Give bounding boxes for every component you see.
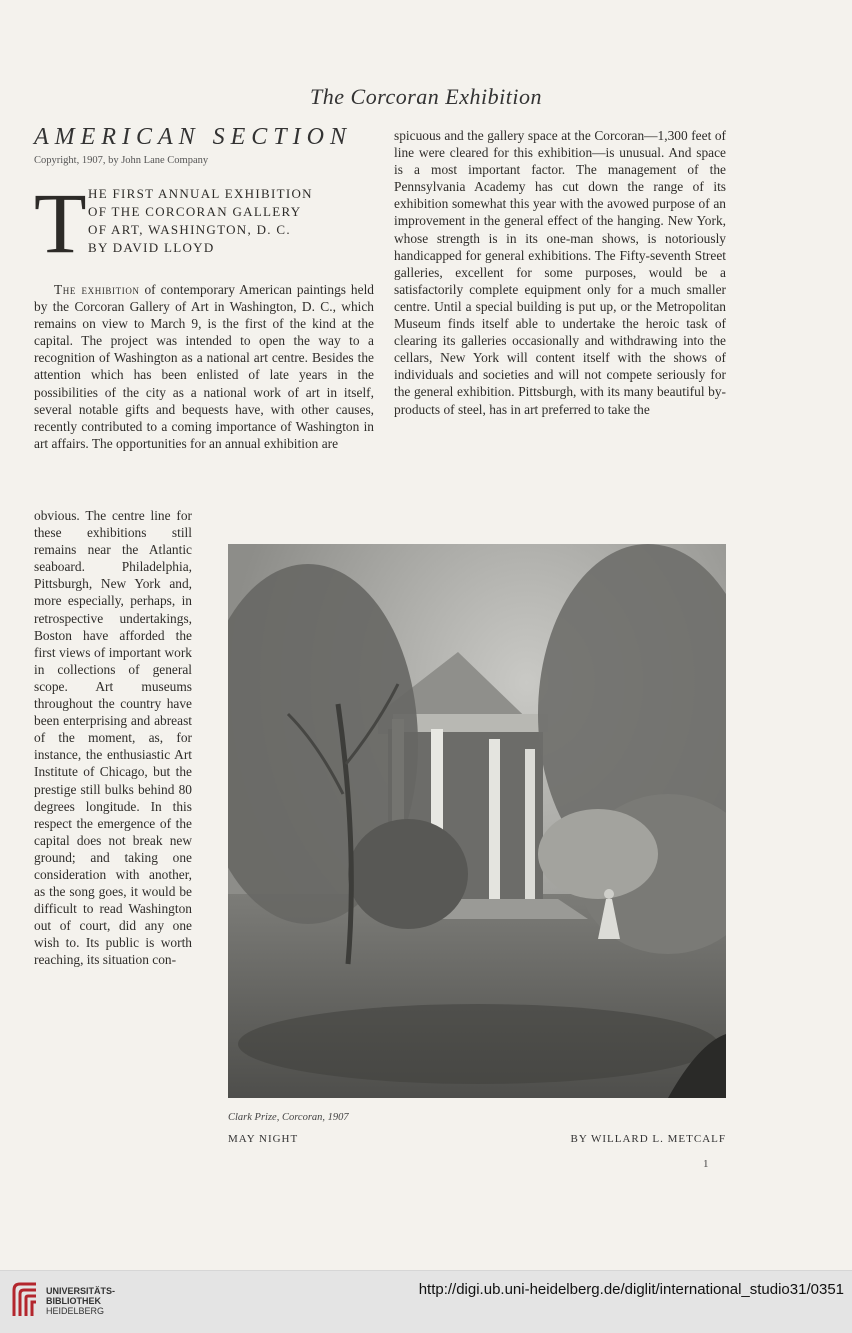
university-library-logo-text[interactable] [46, 1286, 115, 1316]
narrow-paragraph: obvious. The centre line for these exhibitions still remains near the Atlantic seaboard. Philadelphia, Pittsburgh, New York and, more especially, perhaps, in retrospective undertakings, Boston have afforded the first views of important work in collections of general scope. Art museums throughout the country have been enterprising and abreast of the moment, as, for instance, the enthusiastic Art Institute of Chicago, but the prestige still bulks behind 80 degrees longitude. In this respect the emergence of the capital does not break new ground; and taking one consideration with another, as the song goes, it would be difficult to read Washington out of court, did any one wish to. Its public is worth reaching, its situation con- [34, 508, 192, 968]
byline-line: HE FIRST ANNUAL EXHIBITION [88, 186, 313, 201]
byline-line: OF ART, WASHINGTON, D. C. [88, 222, 291, 237]
intro-paragraph: of contemporary American paintings held by the Corcoran Gallery of Art in Washington, D. C., which remains on view to March 9, is the first of the kind at the capital. The project was intended to open the way to a recognition of Washington as a national art centre. Besides the attention which has been enlisted of late years in the possibilities of the city as a national work of art in itself, several notable gifts and bequests have, with other causes, recently contributed to a coming importance of Washington in art affairs. The opportunities for an annual exhibition are [34, 282, 374, 451]
section-title: AMERICAN SECTION [34, 124, 352, 150]
university-library-logo-icon[interactable] [10, 1280, 40, 1320]
left-column-narrow [34, 507, 192, 1159]
caption-prize: Clark Prize, Corcoran, 1907 [228, 1112, 349, 1123]
right-paragraph: spicuous and the gallery space at the Corcoran—1,300 feet of line were cleared for this exhibition—is unusual. And space is a most important factor. The management of the Pennsylvania Academy has cut down the range of its exhibition somewhat this year with the avowed purpose of an improvement in the general effect of the hanging. New York, whose strength is in its one-man shows, is notoriously handicapped for general exhibitions. The Fifty-seventh Street galleries, excellent for some purposes, would be a satisfactorily complete equipment only for a much smaller centre. Until a special building is put up, or the Metropolitan Museum finds itself able to undertake the heroic task of clearing its galleries occasionally and withdrawing into the cellars, New York will content itself with the shows of individuals and societies and will not compete seriously for the general exhibition. Pittsburgh, with its many beautiful by-products of steel, has in art preferred to take the [394, 128, 726, 417]
digital-library-url-link[interactable]: http://digi.ub.uni-heidelberg.de/diglit/international_studio31/0351 [418, 1281, 844, 1298]
drop-cap: T [34, 175, 87, 271]
intro-lead-words: The exhibition [54, 282, 140, 297]
running-title: The Corcoran Exhibition [310, 84, 542, 109]
logo-line: UNIVERSITÄTS- [46, 1286, 116, 1296]
byline-line: OF THE CORCORAN GALLERY [88, 204, 302, 219]
caption-artist: BY WILLARD L. METCALF [570, 1133, 726, 1145]
page-number: 1 [703, 1158, 709, 1170]
logo-line: HEIDELBERG [46, 1306, 105, 1316]
painting-plate-may-night [228, 544, 726, 1098]
painting-illustration [228, 544, 726, 1098]
byline-line: BY DAVID LLOYD [88, 240, 215, 255]
library-footer-bar [0, 1270, 852, 1333]
article-byline [88, 185, 378, 257]
logo-line: BIBLIOTHEK [46, 1296, 101, 1306]
caption-title: MAY NIGHT [228, 1133, 299, 1145]
copyright-notice: Copyright, 1907, by John Lane Company [34, 155, 209, 166]
left-column-intro [34, 281, 374, 452]
right-column-text [394, 127, 726, 418]
